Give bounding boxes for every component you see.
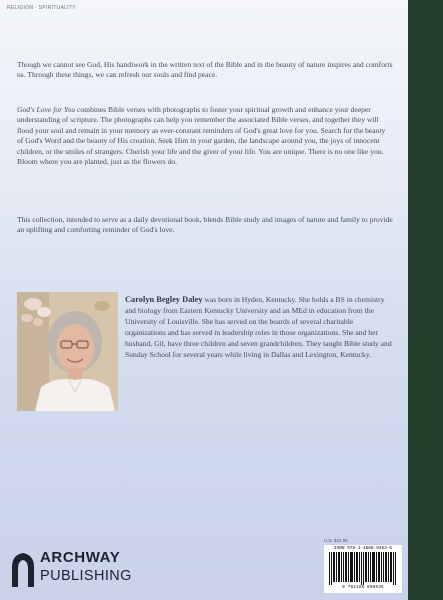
publisher-logo	[10, 549, 140, 589]
book-title: God's Love for You	[17, 105, 76, 114]
author-name: Carolyn Begley Daley	[125, 295, 203, 304]
isbn-label: ISBN 978-1-4808-9453-6	[334, 546, 392, 551]
publisher-name-line2: PUBLISHING	[40, 568, 132, 584]
archway-arch-icon	[10, 551, 36, 587]
price-label: U.S. $42.95	[324, 538, 348, 543]
author-bio	[125, 294, 395, 360]
publisher-name-line1: ARCHWAY	[40, 549, 121, 566]
intro-paragraph-3: This collection, intended to serve as a daily devotional book, blends Bible study and images of nature and family to provide an uplifting and comforting reminder of God's love.	[17, 215, 393, 235]
barcode-digits: 9 781480 896536	[342, 585, 384, 590]
author-portrait-graphic	[17, 292, 118, 411]
intro-paragraph-2-text: combines Bible verses with photographs to foster your spiritual growth and enhance your deeper understanding of scripture. The photographs can help you remember the associated Bible verses, and together they will flood your soul and remain in your memory as ever-constant reminders of God's great love for you. Search for the beauty of God's Word and the beauty of His creation. Seek Him in your garden, the landscape around you, the joys of innocent children, or the smiles of strangers. Cherish your life and the giver of your life. You are unique. There is no one like you. Bloom where you are planted, just as the flowers do.	[17, 105, 386, 167]
intro-paragraph-1: Though we cannot see God, His handiwork in the written text of the Bible and in the beauty of nature inspires and comforts us. Through these things, we can refresh our souls and find peace.	[17, 60, 393, 80]
book-spine	[408, 0, 443, 600]
intro-paragraph-2	[17, 105, 393, 167]
barcode	[324, 545, 402, 593]
category-label: RELIGION · SPIRITUALITY	[7, 5, 76, 11]
author-bio-text: was born in Hyden, Kentucky. She holds a BS in chemistry and biology from Eastern Kentucky University and an MEd in education from the University of Louisville. She has served on the boards of several charitable organizations and has served in leadership roles in those organizations. She and her husband, Gil, have three children and seven grandchildren. They taught Bible study and Sunday School for several years while living in Dallas and Lexington, Kentucky.	[125, 295, 392, 359]
author-photo	[17, 292, 118, 411]
barcode-bars	[326, 552, 400, 585]
